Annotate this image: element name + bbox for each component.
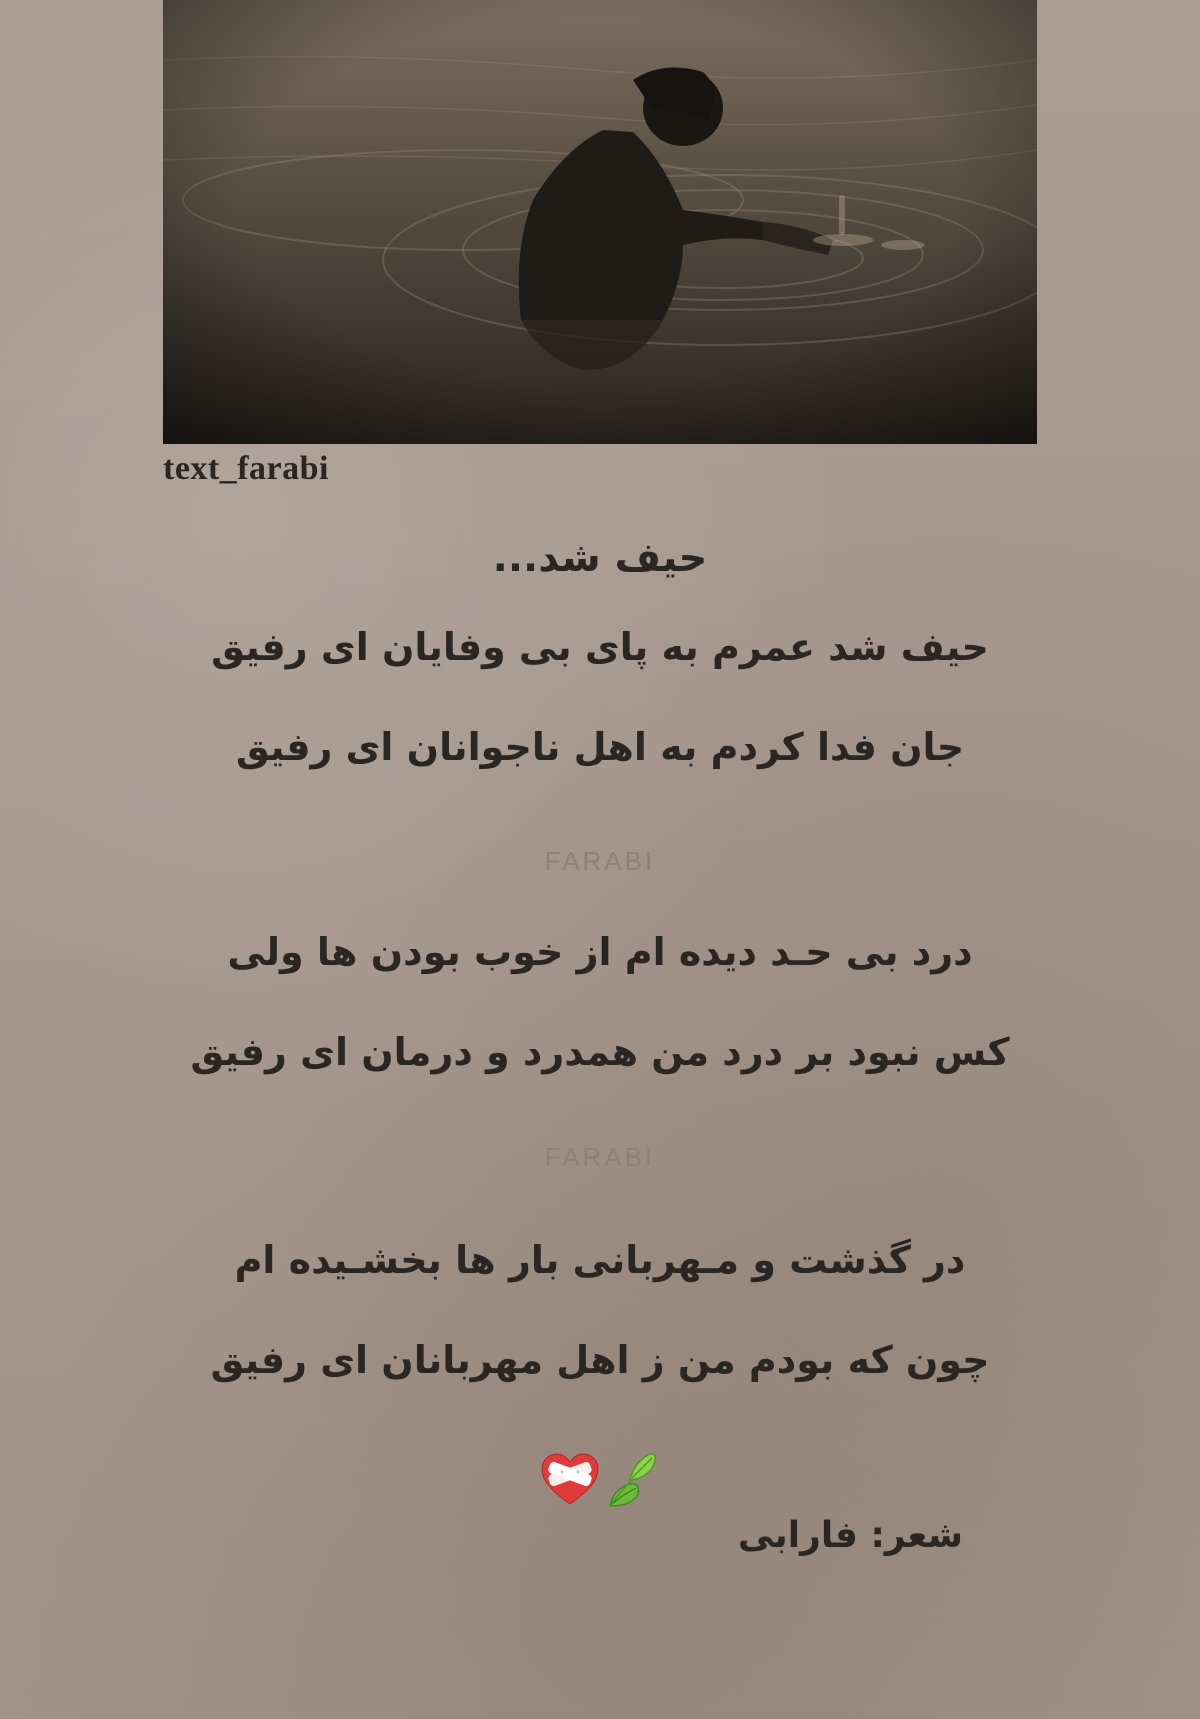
- stanza-3-line-2: چون که بودم من ز اهل مهربانان ای رفیق: [210, 1338, 990, 1382]
- watermark-2: FARABI: [544, 1142, 656, 1172]
- stanza-1-line-1: حیف شد عمرم به پای بی وفایان ای رفیق: [211, 625, 989, 669]
- poet-credit: شعر: فارابی: [737, 1515, 963, 1556]
- leaf-icon: [604, 1448, 660, 1512]
- account-handle: text_farabi: [163, 450, 330, 487]
- stanza-3-line-1: در گذشت و مـهربانی بار ها بخشـیده ام: [234, 1238, 966, 1282]
- poem-title: حیف شد...: [492, 535, 708, 581]
- stanza-2-line-1: درد بی حـد دیده ام از خوب بودن ها ولی: [227, 930, 973, 974]
- emoji-row: [0, 1445, 1200, 1515]
- mending-heart-icon: [540, 1452, 600, 1508]
- stanza-2-line-2: کس نبود بر درد من همدرد و درمان ای رفیق: [190, 1030, 1010, 1074]
- stanza-1-line-2: جان فدا کردم به اهل ناجوانان ای رفیق: [235, 725, 965, 769]
- header-photo: [163, 0, 1037, 444]
- watermark-1: FARABI: [544, 846, 656, 876]
